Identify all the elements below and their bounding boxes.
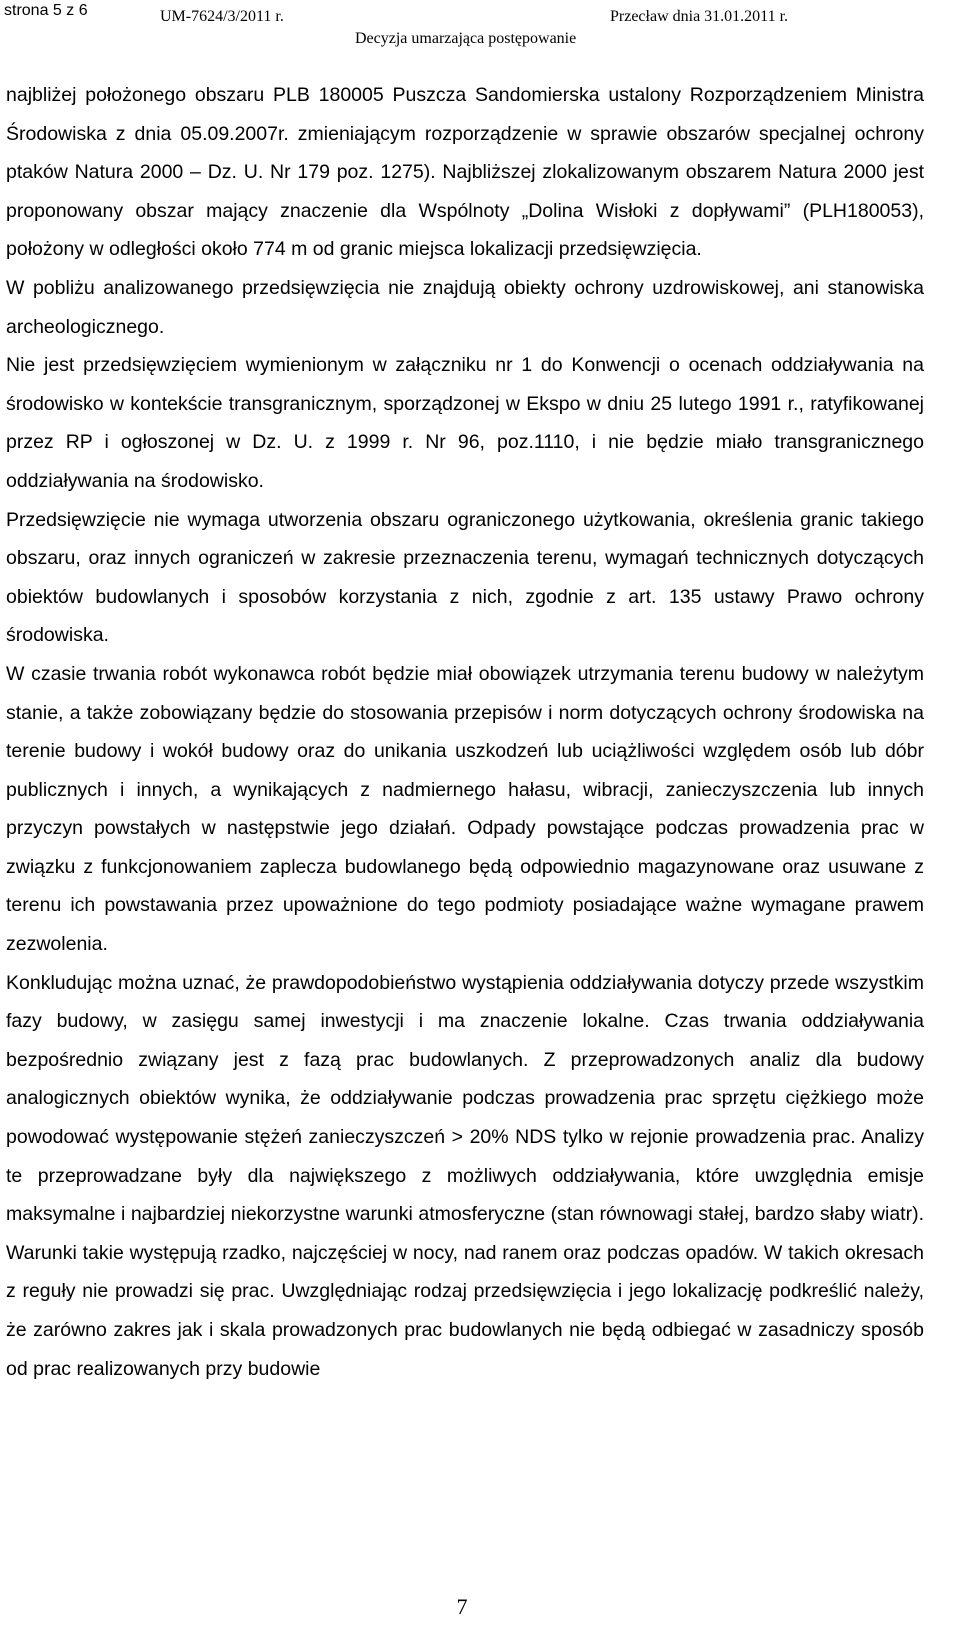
- paragraph-restricted-use-area: Przedsięwzięcie nie wymaga utworzenia obszaru ograniczonego użytkowania, określenia granic takiego obszaru, oraz innych ograniczeń w zakresie przeznaczenia terenu, wymagań technicznych dotyczących obiektów budowlanych i sposobów korzystania z nich, zgodnie z art. 135 ustawy Prawo ochrony środowiska.: [6, 508, 924, 647]
- pdf-page-label: strona 5 z 6: [4, 2, 88, 19]
- paragraph-natura-2000: najbliżej położonego obszaru PLB 180005 Puszcza Sandomierska ustalony Rozporządzeniem Ministra Środowiska z dnia 05.09.2007r. zmieniającym rozporządzenie w sprawie obszarów specjalnej ochrony ptaków Natura 2000 – Dz. U. Nr 179 poz. 1275). Najbliższej zlokalizowanym obszarem Natura 2000 jest proponowany obszar mający znaczenie dla Wspólnoty „Dolina Wisłoki z dopływami” (PLH180053), położony w odległości około 774 m od granic miejsca lokalizacji przedsięwzięcia.: [6, 84, 924, 261]
- document-number: UM-7624/3/2011 r.: [160, 8, 284, 25]
- document-header: [0, 0, 960, 54]
- place-and-date: Przecław dnia 31.01.2011 r.: [610, 8, 789, 25]
- document-body: [6, 76, 924, 1388]
- page-number: 7: [456, 1594, 468, 1619]
- paragraph-conclusion: Konkludując można uznać, że prawdopodobieństwo wystąpienia oddziaływania dotyczy przede wszystkim fazy budowy, w zasięgu samej inwestycji i ma znaczenie lokalne. Czas trwania oddziaływania bezpośrednio związany jest z fazą prac budowlanych. Z przeprowadzonych analiz dla budowy analogicznych obiektów wynika, że oddziaływanie podczas prowadzenia prac sprzętu ciężkiego może powodować występowanie stężeń zanieczyszczeń > 20% NDS tylko w rejonie prowadzenia prac. Analizy te przeprowadzane były dla największego z możliwych oddziaływania, które uwzględnia emisje maksymalne i najbardziej niekorzystne warunki atmosferyczne (stan równowagi stałej, bardzo słaby wiatr). Warunki takie występują rzadko, najczęściej w nocy, nad ranem oraz podczas opadów. W takich okresach z reguły nie prowadzi się prac. Uwzględniając rodzaj przedsięwzięcia i jego lokalizację podkreślić należy, że zarówno zakres jak i skala prowadzonych prac budowlanych nie będą odbiegać w zasadniczy sposób od prac realizowanych przy budowie: [6, 971, 924, 1380]
- paragraph-health-resort-protection: W pobliżu analizowanego przedsięwzięcia nie znajdują obiekty ochrony uzdrowiskowej, ani stanowiska archeologicznego.: [6, 276, 924, 338]
- paragraph-construction-obligations: W czasie trwania robót wykonawca robót będzie miał obowiązek utrzymania terenu budowy w należytym stanie, a także zobowiązany będzie do stosowania przepisów i norm dotyczących ochrony środowiska na terenie budowy i wokół budowy oraz do unikania uszkodzeń lub uciążliwości względem osób lub dóbr publicznych i innych, a wynikających z nadmiernego hałasu, wibracji, zanieczyszczenia lub innych przyczyn powstałych w następstwie jego działań. Odpady powstające podczas prowadzenia prac w związku z funkcjonowaniem zaplecza budowlanego będą odpowiednio magazynowane oraz usuwane z terenu ich powstawania przez upoważnione do tego podmioty posiadające ważne wymagane prawem zezwolenia.: [6, 662, 924, 956]
- document-title: Decyzja umarzająca postępowanie: [355, 30, 577, 47]
- paragraph-transboundary-impact: Nie jest przedsięwzięciem wymienionym w załączniku nr 1 do Konwencji o ocenach oddziaływania na środowisko w kontekście transgranicznym, sporządzonej w Ekspo w dniu 25 lutego 1991 r., ratyfikowanej przez RP i ogłoszonej w Dz. U. z 1999 r. Nr 96, poz.1110, i nie będzie miało transgranicznego oddziaływania na środowisko.: [6, 354, 924, 492]
